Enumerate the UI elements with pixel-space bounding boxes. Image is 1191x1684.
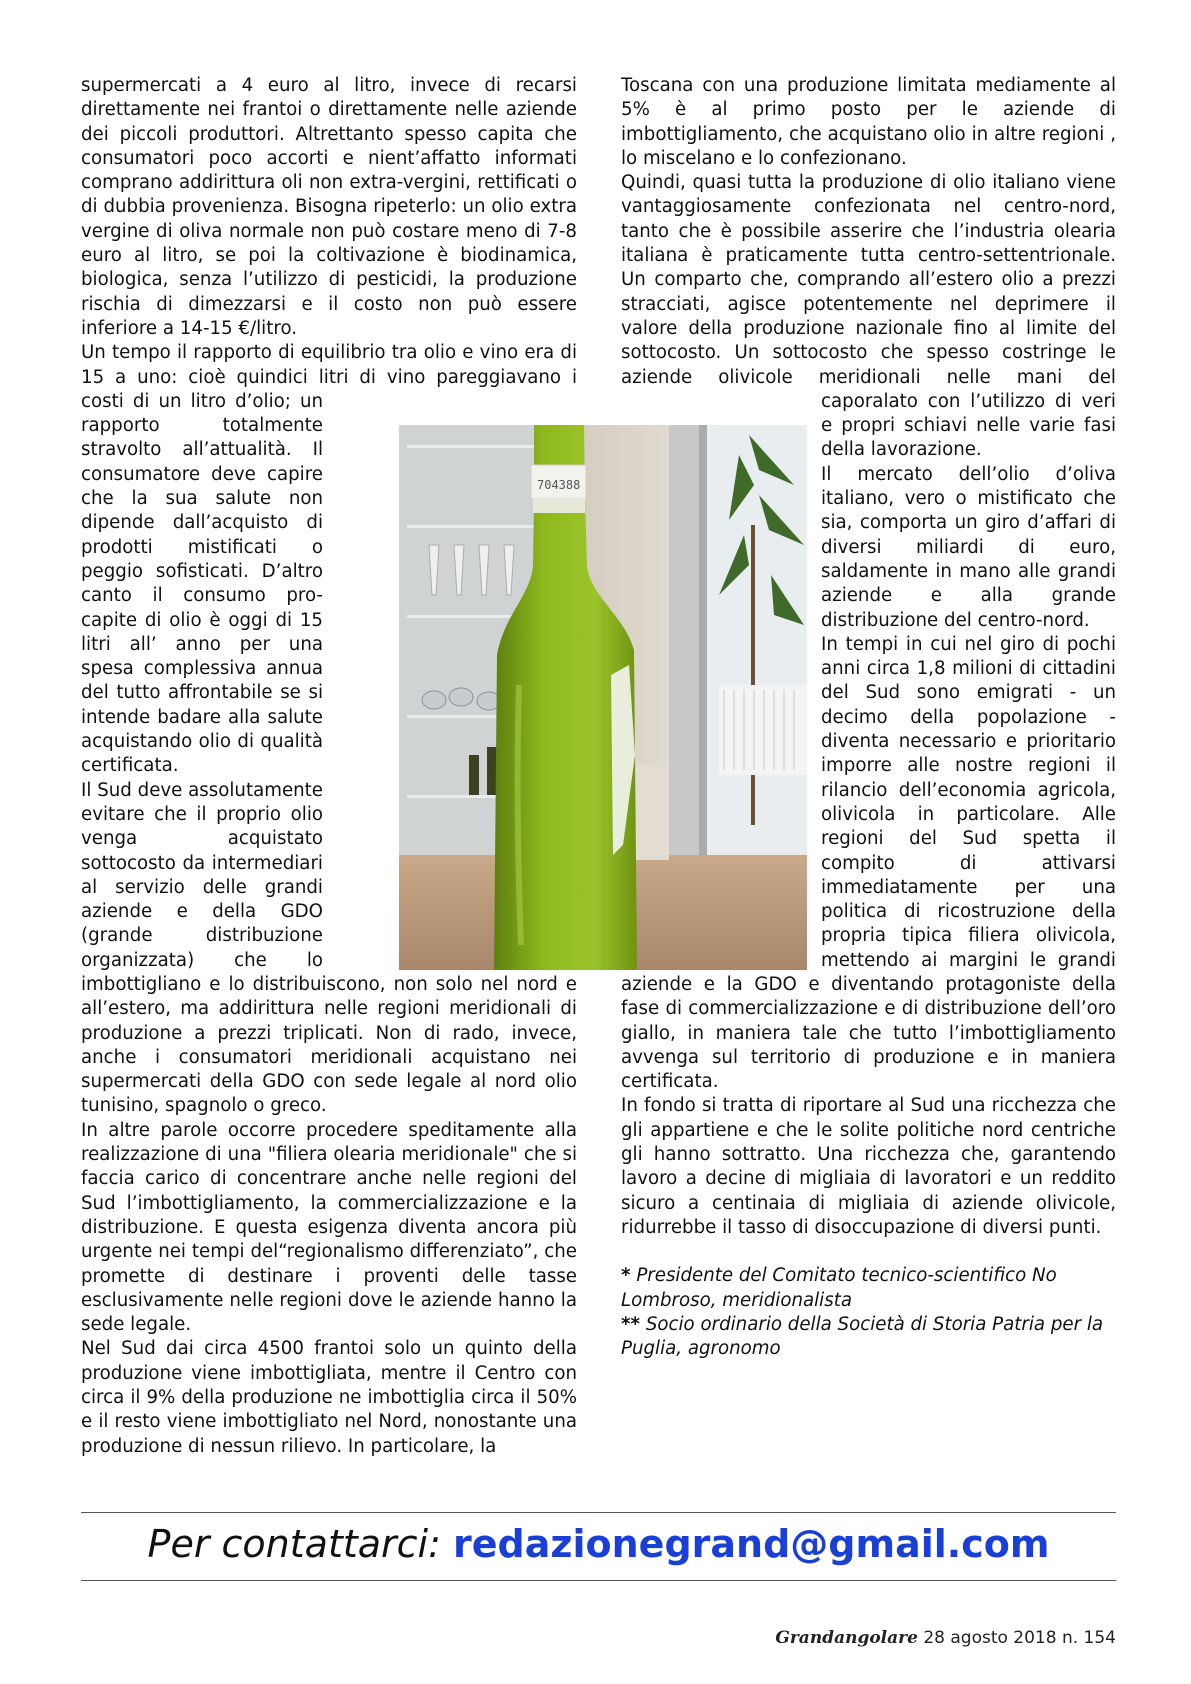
author-note-1-marker: * xyxy=(621,1265,631,1287)
left-paragraph-5: Nel Sud dai circa 4500 frantoi solo un quinto della produzione viene imbottigliata, mentre il Centro con circa il 9% della produzione ne imbottiglia circa il 50% e il resto viene imbottigliato nel Nord, nonostante una produzione di nessun rilievo. In particolare, la xyxy=(81,1338,577,1457)
author-note-1-text: Presidente del Comitato tecnico-scientifico No Lombroso, meridionalista xyxy=(621,1265,1057,1311)
article-right-column xyxy=(621,74,1116,1361)
right-paragraph-3: Il mercato dell’olio d’oliva italiano, vero o mistificato che sia, comporta un giro d’affari di diversi miliardi di euro, saldamente in mano alle grandi aziende e alla grande distribuzione del centro-nord. xyxy=(821,463,1116,631)
author-note-1 xyxy=(621,1264,1116,1313)
bottle-label-code: 704388 xyxy=(537,478,581,492)
right-paragraph-4: In tempi in cui nel giro di pochi anni circa 1,8 milioni di cittadini del Sud sono emigrati - un decimo della popolazione - diventa necessario e prioritario imporre alle nostre regioni il rilancio dell’economia agricola, olivicola in particolare. Alle regioni del Sud spetta il compito di attivarsi immediatamente per una politica di ricostruzione della propria tipica filiera olivicola, mettendo ai margini le grandi aziende e la GDO e diventando protagoniste della fase di commercializzazione e di distribuzione dell’oro giallo, in maniera tale che tutto l’imbottigliamento avvenga sul territorio di produzione e in maniera certificata. xyxy=(621,633,1116,1093)
contact-label: Per contattarci: xyxy=(147,1522,441,1566)
left-wrap-photo-box xyxy=(323,398,577,955)
article-left-column xyxy=(81,74,577,1459)
contact-rule-top xyxy=(81,1512,1116,1513)
page-footer xyxy=(775,1628,1116,1648)
left-paragraph-4: In altre parole occorre procedere speditamente alla realizzazione di una "filiera olearia meridionale" che si faccia carico di concentrare anche nelle regioni del Sud l’imbottigliamento, la commercializzazione e la distribuzione. E questa esigenza diventa ancora più urgente nei tempi del“regionalismo differenziato”, che promette di destinare i proventi delle tasse esclusivamente nelle regioni dove le aziende hanno la sede legale. xyxy=(81,1119,577,1336)
author-note-2 xyxy=(621,1313,1116,1362)
right-wrap-photo-box xyxy=(621,414,821,970)
magazine-name: Grandangolare xyxy=(775,1628,918,1648)
contact-banner xyxy=(81,1520,1116,1568)
left-paragraph-1: supermercati a 4 euro al litro, invece di recarsi direttamente nei frantoi o direttamente nelle aziende dei piccoli produttori. Altrettanto spesso capita che consumatori poco accorti e nient’affatto informati comprano addirittura oli non extra-vergini, rettificati o di dubbia provenienza. Bisogna ripeterlo: un olio extra vergine di oliva normale non può costare meno di 7-8 euro al litro, se poi la coltivazione è biodinamica, biologica, senza l’utilizzo di pesticidi, la produzione rischia di dimezzarsi e il costo non può essere inferiore a 14-15 €/litro. xyxy=(81,75,577,339)
author-notes xyxy=(621,1264,1116,1361)
right-paragraph-1: Toscana con una produzione limitata mediamente al 5% è al primo posto per le aziende di imbottigliamento, che acquistano olio in altre regioni , lo miscelano e lo confezionano. xyxy=(621,75,1116,169)
left-paragraph-3: Il Sud deve assolutamente evitare che il proprio olio venga acquistato sottocosto da intermediari al servizio delle grandi aziende e della GDO (grande distribuzione organizzata) che lo imbottigliano e lo distribuiscono, non solo nel nord e all’estero, ma addirittura nelle regioni meridionali di produzione a prezzi triplicati. Non di rado, invece, anche i consumatori meridionali acquistano nei supermercati della GDO con sede legale al nord olio tunisino, spagnolo o greco. xyxy=(81,779,577,1117)
author-note-2-text: Socio ordinario della Società di Storia Patria per la Puglia, agronomo xyxy=(621,1313,1104,1360)
issue-info: 28 agosto 2018 n. 154 xyxy=(923,1628,1116,1648)
right-paragraph-2: Quindi, quasi tutta la produzione di olio italiano viene vantaggiosamente confezionata nel centro-nord, tanto che è possibile asserire che l’industria olearia italiana è praticamente tutta centro-settentrionale. Un comparto che, comprando all’estero olio a prezzi stracciati, agisce potentemente nel deprimere il valore della produzione nazionale fino al limite del sottocosto. Un sottocosto che spesso costringe le aziende olivicole meridionali nelle mani del caporalato con l’utilizzo di veri e propri schiavi nelle varie fasi della lavorazione. xyxy=(621,172,1116,461)
contact-email-link[interactable]: redazionegrand@gmail.com xyxy=(453,1522,1050,1566)
author-note-2-marker: ** xyxy=(621,1313,641,1335)
right-paragraph-5: In fondo si tratta di riportare al Sud una ricchezza che gli appartiene e che le solite politiche nord centriche gli hanno sottratto. Una ricchezza che, garantendo lavoro a decine di migliaia di lavoratori e un reddito sicuro a centinaia di migliaia di aziende olivicole, ridurrebbe il tasso di disoccupazione di diversi punti. xyxy=(621,1095,1116,1238)
contact-rule-bottom xyxy=(81,1580,1116,1581)
left-paragraph-2: Un tempo il rapporto di equilibrio tra olio e vino era di 15 a uno: cioè quindici litri di vino pareggiavano i costi di un litro d’olio; un rapporto totalmente stravolto all’attualità. Il consumatore deve capire che la sua salute non dipende dall’acquisto di prodotti mistificati o peggio sofisticati. D’altro canto il consumo pro-capite di olio è oggi di 15 litri all’ anno per una spesa complessiva annua del tutto affrontabile se si intende badare alla salute acquistando olio di qualità certificata. xyxy=(81,342,577,777)
